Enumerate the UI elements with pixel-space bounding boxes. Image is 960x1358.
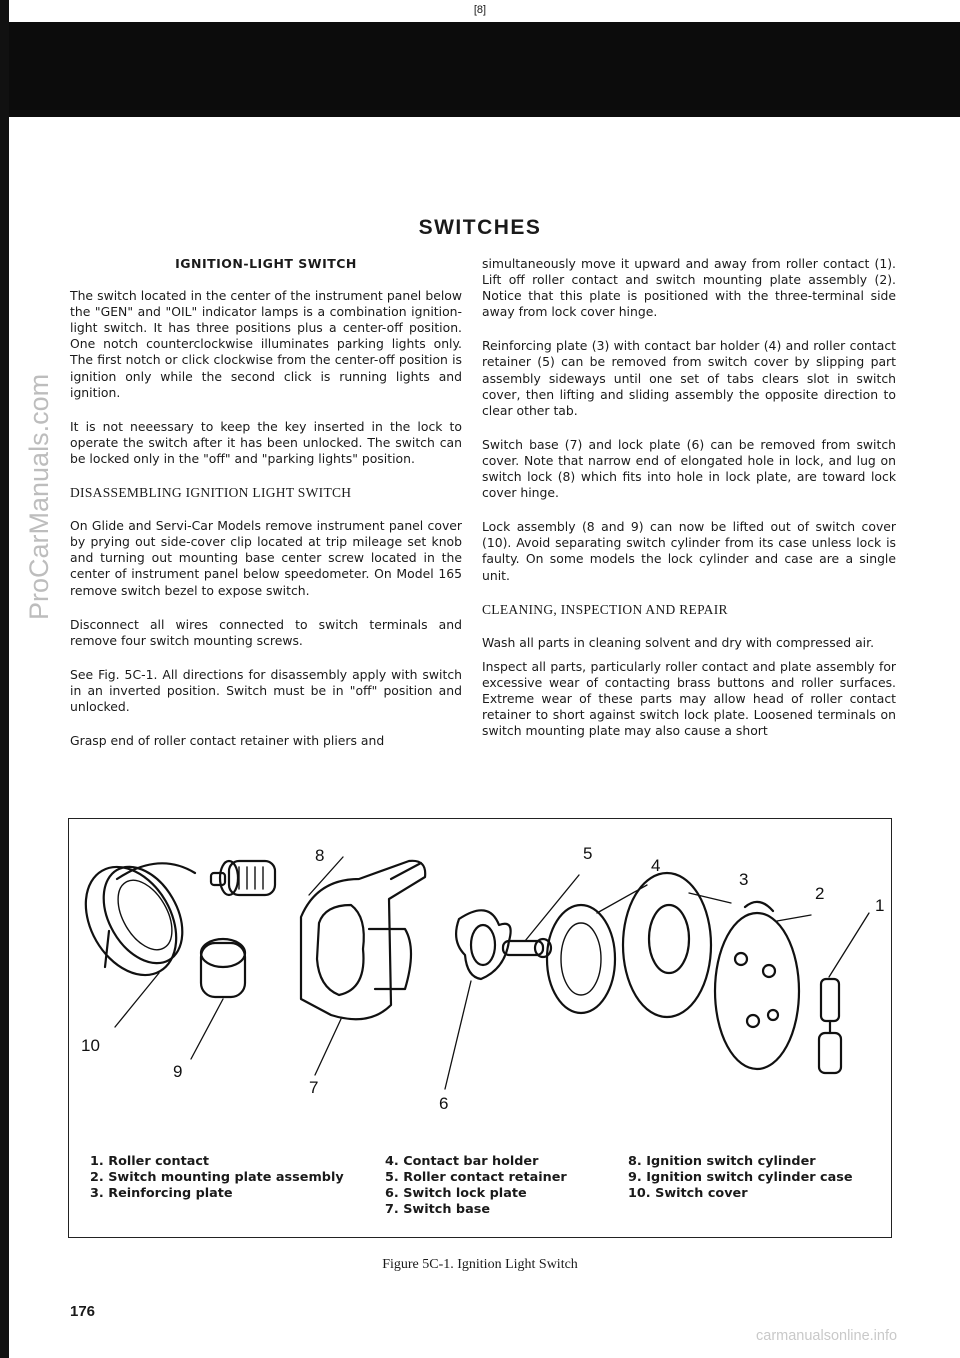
paragraph: See Fig. 5C-1. All directions for disassembly apply with switch in an inverted position. Switch must be in "off" position and unlocked. <box>70 666 462 714</box>
switch-base-part <box>301 861 425 1019</box>
page-marker: [8] <box>473 4 487 16</box>
callout-6: 6 <box>439 1094 449 1113</box>
legend-column-2 <box>385 1154 567 1218</box>
legend-item: 1. Roller contact <box>90 1154 210 1169</box>
footer-watermark: carmanualsonline.info <box>756 1328 898 1344</box>
paragraph: It is not neeessary to keep the key inserted in the lock to operate the switch after it has been unlocked. The switch can be locked only in the "off" and "parking lights" position. <box>70 418 462 466</box>
right-column <box>482 256 896 757</box>
figure-caption: Figure 5C-1. Ignition Light Switch <box>382 1257 578 1272</box>
page-edge-bar <box>0 0 9 1358</box>
callout-4: 4 <box>651 856 661 875</box>
cylinder-case-part <box>201 939 245 997</box>
legend-column-3 <box>628 1154 853 1202</box>
side-watermark: ProCarManuals.com <box>24 373 54 620</box>
callout-3: 3 <box>739 870 749 889</box>
left-column <box>70 256 462 767</box>
callout-7: 7 <box>309 1078 319 1097</box>
paragraph: The switch located in the center of the instrument panel below the "GEN" and "OIL" indicator lamps is a combination ignition-light switch. It has three positions plus a center-off position. One notch counterclockwise illuminates parking lights only. The first notch or click clockwise from the center-off position is ignition only while the second click is running lights and ignition. <box>70 288 462 400</box>
callout-5: 5 <box>583 844 593 863</box>
header-band <box>9 22 960 117</box>
callout-9: 9 <box>173 1062 183 1081</box>
paragraph: Switch base (7) and lock plate (6) can be removed from switch cover. Note that narrow end of elongated hole in lock, and lug on switch lock (8) which fits into hole in lock plate, are toward lock cover hinge. <box>482 436 896 501</box>
legend-item: 10. Switch cover <box>628 1186 748 1201</box>
legend-item: 6. Switch lock plate <box>385 1186 527 1201</box>
legend-item: 4. Contact bar holder <box>385 1154 539 1169</box>
legend-column-1 <box>90 1154 344 1202</box>
paragraph: Lock assembly (8 and 9) can now be lifted out of switch cover (10). Avoid separating switch cylinder from its case unless lock is faulty. On some models the lock cylinder and case are a single unit. <box>482 519 896 583</box>
paragraph: Reinforcing plate (3) with contact bar holder (4) and roller contact retainer (5) can be removed from switch cover by slipping part assembly sideways until one set of tabs clears slot in switch cover, then lifting and sliding assembly the opposite direction to clear other tab. <box>482 338 896 418</box>
roller-contact-part <box>819 979 841 1073</box>
section-heading: DISASSEMBLING IGNITION LIGHT SWITCH <box>70 485 352 501</box>
switch-mounting-plate-part <box>715 902 799 1069</box>
legend-item: 8. Ignition switch cylinder <box>628 1154 816 1169</box>
legend-item: 3. Reinforcing plate <box>90 1186 233 1201</box>
roller-contact-retainer-part <box>503 939 551 957</box>
paragraph: Disconnect all wires connected to switch terminals and remove four switch mounting screws. <box>70 616 462 648</box>
callout-10: 10 <box>81 1036 100 1055</box>
legend-item: 2. Switch mounting plate assembly <box>90 1170 344 1185</box>
legend-item: 7. Switch base <box>385 1202 491 1217</box>
section-heading: CLEANING, INSPECTION AND REPAIR <box>482 601 728 617</box>
switch-cylinder-part <box>211 861 275 895</box>
section-subhead: IGNITION-LIGHT SWITCH <box>175 256 357 271</box>
paragraph: simultaneously move it upward and away from roller contact (1). Lift off roller contact and switch mounting plate assembly (2). Notice that this plate is positioned with the three-terminal side away from lock cover hinge. <box>482 256 896 320</box>
switch-cover-part <box>69 851 198 991</box>
paragraph: Inspect all parts, particularly roller contact and plate assembly for excessive wear of contacting brass buttons and roller surfaces. Extreme wear of these parts may allow head of roller contact retainer to short against switch lock plate. Loosened terminals on switch mounting plate may also cause a short <box>482 658 896 739</box>
callout-1: 1 <box>875 896 885 915</box>
page-title: SWITCHES <box>418 216 542 239</box>
page-number: 176 <box>70 1303 96 1320</box>
contact-bar-holder-part <box>547 905 615 1013</box>
paragraph: Wash all parts in cleaning solvent and dry with compressed air. <box>482 634 875 650</box>
legend-item: 5. Roller contact retainer <box>385 1170 567 1185</box>
legend-item: 9. Ignition switch cylinder case <box>628 1170 853 1185</box>
callout-2: 2 <box>815 884 825 903</box>
callout-8: 8 <box>315 846 325 865</box>
paragraph: Grasp end of roller contact retainer with pliers and <box>70 733 385 749</box>
paragraph: On Glide and Servi-Car Models remove instrument panel cover by prying out side-cover clip located at trip mileage set knob and turning out mounting base center screw located in the center of instrument panel below speedometer. On Model 165 remove switch bezel to expose switch. <box>70 518 462 598</box>
